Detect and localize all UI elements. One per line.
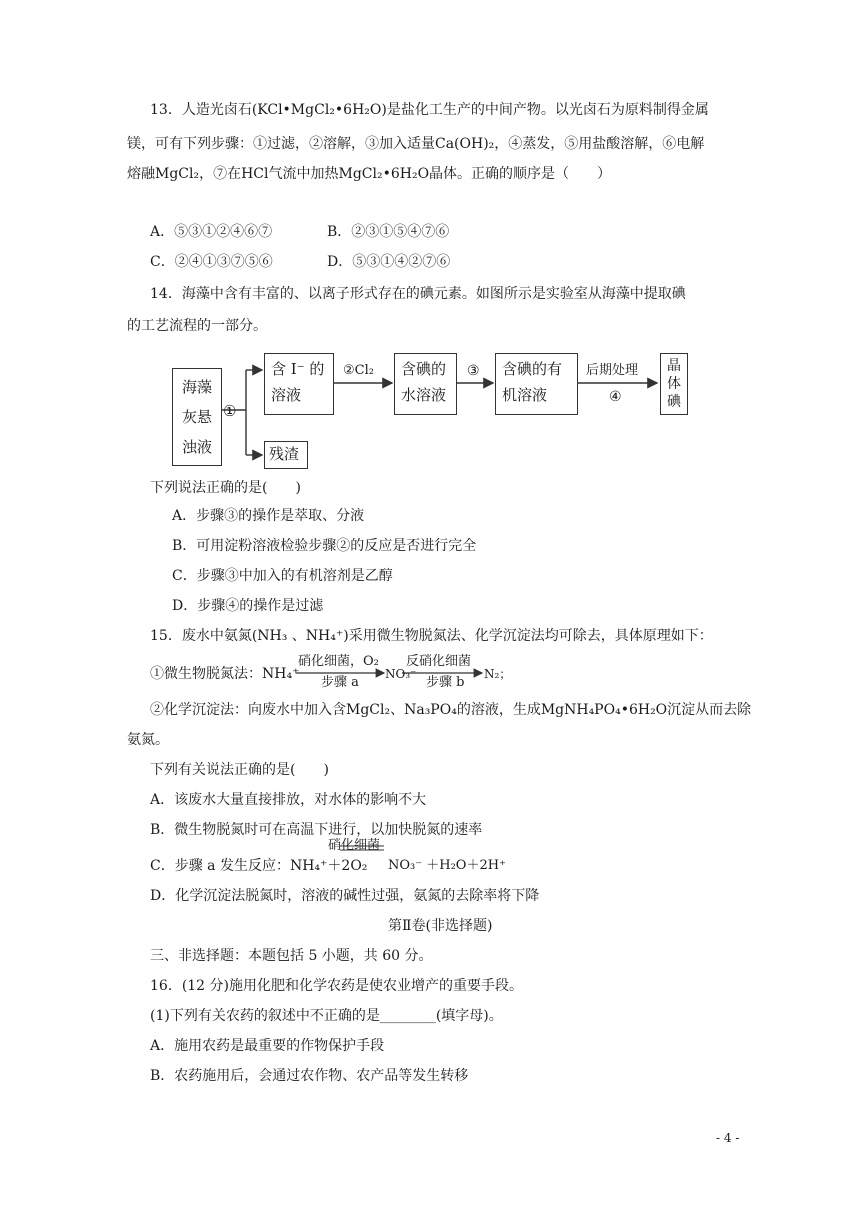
q16-stem: 16．(12 分)施用化肥和化学农药是使农业增产的重要手段。 [150,978,524,994]
method1-end: N₂； [484,667,512,681]
q13-option-b: B．②③①⑤④⑦⑥ [327,224,450,240]
option-c-prefix: C．步骤 a 发生反应：NH₄⁺＋2O₂ [150,858,368,874]
step1-label: ① [223,402,237,420]
q15-option-b: B．微生物脱氮时可在高温下进行，以加快脱氮的速率 [150,822,483,838]
box3-line1: 含碘的 [401,360,447,378]
section-intro: 三、非选择题：本题包括 5 小题，共 60 分。 [150,948,433,964]
step2-label: ②Cl₂ [343,363,374,378]
step4-label-top: 后期处理 [586,363,639,378]
page-number: - 4 - [716,1131,740,1145]
q14-option-a: A．步骤③的操作是萃取、分液 [172,508,365,524]
q13-stem-line2: 镁，可有下列步骤：①过滤，②溶解，③加入适量Ca(OH)₂，④蒸发，⑤用盐酸溶解，⑥电解 [127,136,705,152]
q14-stem-line1: 14．海藻中含有丰富的、以离子形式存在的碘元素。如图所示是实验室从海藻中提取碘 [150,286,686,302]
q15-option-d: D．化学沉淀法脱氮时，溶液的碱性过强，氨氮的去除率将下降 [150,888,540,904]
method1-prefix: ①微生物脱氮法：NH₄⁺ [150,666,300,682]
box4-line1: 含碘的有 [502,360,563,378]
q15-option-a: A．该废水大量直接排放，对水体的影响不大 [150,792,427,808]
q14-option-d: D．步骤④的操作是过滤 [172,598,324,614]
box2-line1: 含 I⁻ 的 [271,360,325,378]
option-c-condition: 硝化细菌 [328,838,381,853]
q13-option-d: D．⑤③①④②⑦⑥ [327,254,451,270]
q13-stem-line3: 熔融MgCl₂，⑦在HCl气流中加热MgCl₂•6H₂O晶体。正确的顺序是（ ） [127,166,612,182]
box5-line1: 晶 [667,358,681,374]
residue-label: 残渣 [269,445,300,463]
box1-line2: 灰悬 [181,408,212,426]
q16-sub1: (1)下列有关农药的叙述中不正确的是________(填字母)。 [150,1008,503,1024]
q13-stem-line1: 13．人造光卤石(KCl•MgCl₂•6H₂O)是盐化工生产的中间产物。以光卤石为原料制得金属 [150,102,709,118]
step3-label: ③ [467,363,480,379]
q14-stem-line2: 的工艺流程的一部分。 [127,318,267,334]
q16-option-b: B．农药施用后，会通过农作物、农产品等发生转移 [150,1068,469,1084]
q14-option-c: C．步骤③中加入的有机溶剂是乙醇 [172,568,393,584]
q14-option-b: B．可用淀粉溶液检验步骤②的反应是否进行完全 [172,538,477,554]
q15-method2-line1: ②化学沉淀法：向废水中加入含MgCl₂、Na₃PO₄的溶液，生成MgNH₄PO₄•6H₂O沉淀从而去除 [150,702,752,718]
box5-line2: 体 [667,376,681,392]
option-c-suffix: NO₃⁻ ＋H₂O＋2H⁺ [388,858,506,873]
arrow2-top-label: 反硝化细菌 [406,654,472,669]
q13-option-c: C．②④①③⑦⑤⑥ [150,254,273,270]
method1-mid-species: NO₃⁻ [385,667,417,681]
box1-line1: 海藻 [181,378,212,396]
section-title: 第Ⅱ卷(非选择题) [388,918,493,934]
q15-stem-line1: 15．废水中氨氮(NH₃ 、NH₄⁺)采用微生物脱氮法、化学沉淀法均可除去，具体原理如下： [150,628,713,644]
box5-line3: 碘 [667,394,681,410]
q13-option-a: A．⑤③①②④⑥⑦ [150,224,273,240]
step4-label-bottom: ④ [609,389,622,405]
q15-question: 下列有关说法正确的是( ) [150,762,329,778]
q16-option-a: A．施用农药是最重要的作物保护手段 [150,1038,385,1054]
arrow2-bottom-label: 步骤 b [426,675,465,690]
arrow1-bottom-label: 步骤 a [321,675,359,690]
box1-line3: 浊液 [181,438,212,456]
box3-line2: 水溶液 [401,386,447,404]
box4-line2: 机溶液 [502,386,548,404]
arrow1-top-label: 硝化细菌，O₂ [298,654,379,669]
q14-question: 下列说法正确的是( ) [150,480,301,496]
q15-method2-line2: 氨氮。 [127,732,169,748]
box2-line2: 溶液 [271,386,302,404]
